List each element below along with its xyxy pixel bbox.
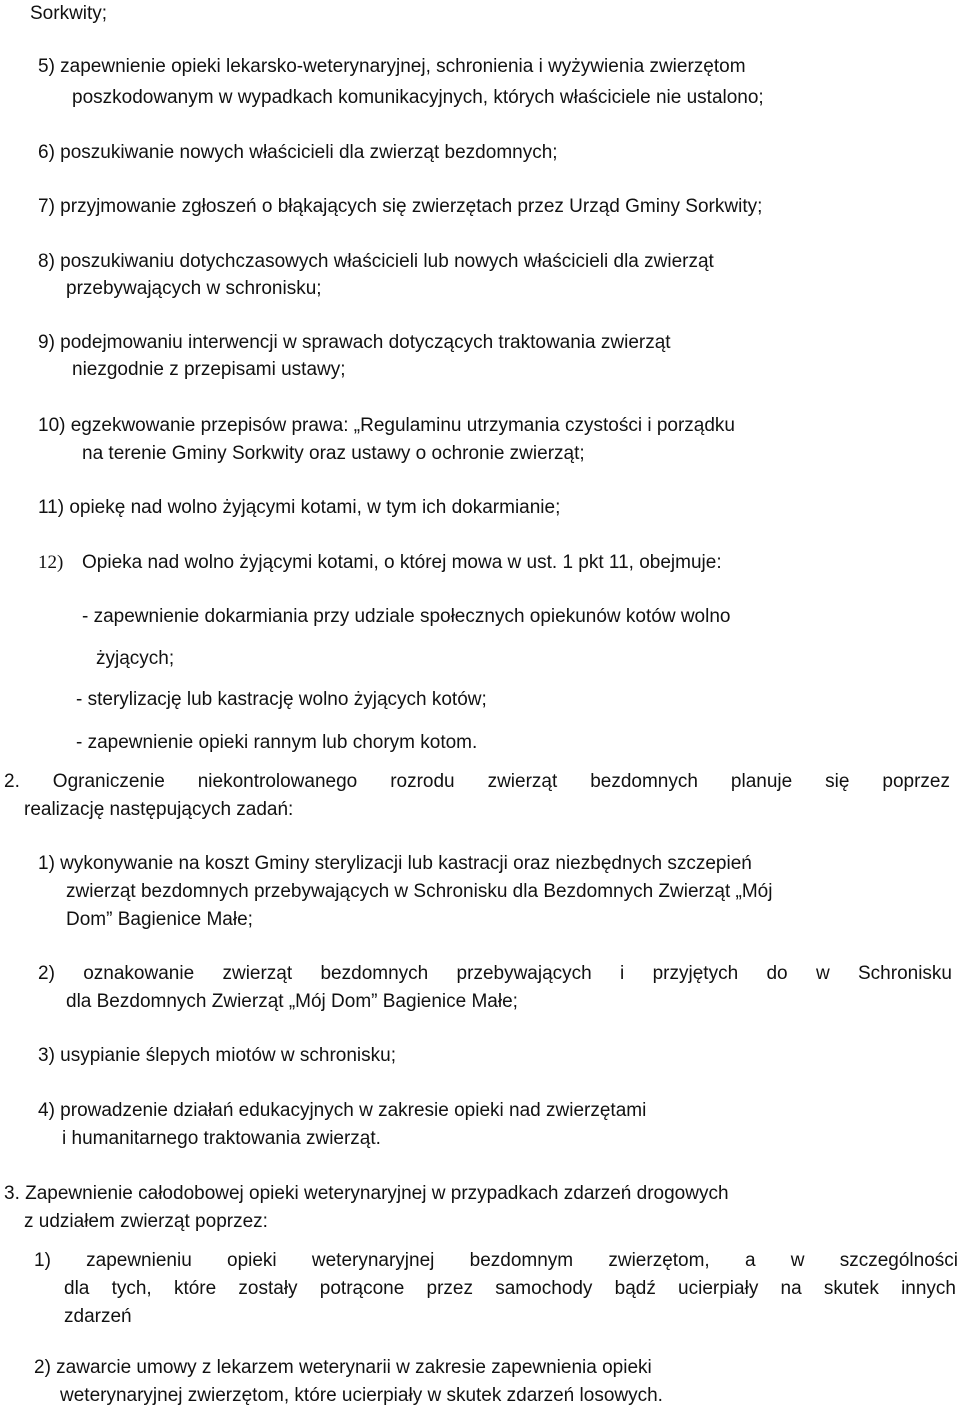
section-2-item-4-line-1: 4) prowadzenie działań edukacyjnych w zakresie opieki nad zwierzętami: [38, 1100, 647, 1121]
list-item-8-line-2: przebywających w schronisku;: [66, 278, 322, 299]
list-item-6: 6) poszukiwanie nowych właścicieli dla zwierząt bezdomnych;: [38, 142, 558, 163]
list-item-5-line-1: 5) zapewnienie opieki lekarsko-weterynaryjnej, schronienia i wyżywienia zwierzętom: [38, 56, 746, 77]
section-3-heading-line-2: z udziałem zwierząt poprzez:: [24, 1211, 268, 1232]
section-2-item-1-line-3: Dom” Bagienice Małe;: [66, 909, 253, 930]
list-item-12-text: Opieka nad wolno żyjącymi kotami, o której mowa w ust. 1 pkt 11, obejmuje:: [82, 552, 722, 573]
section-2-item-3: 3) usypianie ślepych miotów w schronisku;: [38, 1045, 396, 1066]
section-3-item-2-line-2: weterynaryjnej zwierzętom, które ucierpiały w skutek zdarzeń losowych.: [60, 1385, 663, 1406]
section-2-heading-line-2: realizację następujących zadań:: [24, 799, 294, 820]
cat-care-sub-item-2: - sterylizację lub kastrację wolno żyjących kotów;: [76, 689, 487, 710]
section-3-item-1-line-2: dla tych, które zostały potrącone przez samochody bądź ucierpiały na skutek innych: [64, 1278, 956, 1299]
section-2-item-4-line-2: i humanitarnego traktowania zwierząt.: [62, 1128, 381, 1149]
cat-care-sub-item-1: - zapewnienie dokarmiania przy udziale społecznych opiekunów kotów wolno: [82, 606, 731, 627]
list-item-10-line-2: na terenie Gminy Sorkwity oraz ustawy o ochronie zwierząt;: [82, 443, 585, 464]
section-2-item-2-line-2: dla Bezdomnych Zwierząt „Mój Dom” Bagienice Małe;: [66, 991, 518, 1012]
section-2-item-1-line-1: 1) wykonywanie na koszt Gminy sterylizacji lub kastracji oraz niezbędnych szczepień: [38, 853, 752, 874]
list-item-8-line-1: 8) poszukiwaniu dotychczasowych właścicieli lub nowych właścicieli dla zwierząt: [38, 251, 714, 272]
section-3-item-1-line-3: zdarzeń: [64, 1306, 132, 1327]
section-3-item-2-line-1: 2) zawarcie umowy z lekarzem weterynarii w zakresie zapewnienia opieki: [34, 1357, 652, 1378]
list-item-11: 11) opiekę nad wolno żyjącymi kotami, w tym ich dokarmianie;: [38, 497, 561, 518]
list-item-7: 7) przyjmowanie zgłoszeń o błąkających się zwierzętach przez Urząd Gminy Sorkwity;: [38, 196, 763, 217]
cat-care-sub-item-1-cont: żyjących;: [96, 648, 175, 669]
section-2-item-2-line-1: 2) oznakowanie zwierząt bezdomnych przebywających i przyjętych do w Schronisku: [38, 963, 952, 984]
section-2-item-1-line-2: zwierząt bezdomnych przebywających w Schronisku dla Bezdomnych Zwierząt „Mój: [66, 881, 773, 902]
section-3-item-1-line-1: 1) zapewnieniu opieki weterynaryjnej bezdomnym zwierzętom, a w szczególności: [34, 1250, 958, 1271]
cat-care-sub-item-3: - zapewnienie opieki rannym lub chorym kotom.: [76, 732, 478, 753]
section-3-heading-line-1: 3. Zapewnienie całodobowej opieki weterynaryjnej w przypadkach zdarzeń drogowych: [4, 1183, 729, 1204]
list-item-9-line-2: niezgodnie z przepisami ustawy;: [72, 359, 346, 380]
list-item-12-number: 12): [38, 552, 64, 573]
list-item-9-line-1: 9) podejmowaniu interwencji w sprawach dotyczących traktowania zwierząt: [38, 332, 671, 353]
section-2-heading-line-1: 2. Ograniczenie niekontrolowanego rozrodu zwierząt bezdomnych planuje się poprzez: [4, 771, 950, 792]
list-item-5-line-2: poszkodowanym w wypadkach komunikacyjnych, których właściciele nie ustalono;: [72, 87, 764, 108]
list-item-10-line-1: 10) egzekwowanie przepisów prawa: „Regulaminu utrzymania czystości i porządku: [38, 415, 735, 436]
header-tail-text: Sorkwity;: [30, 3, 108, 24]
